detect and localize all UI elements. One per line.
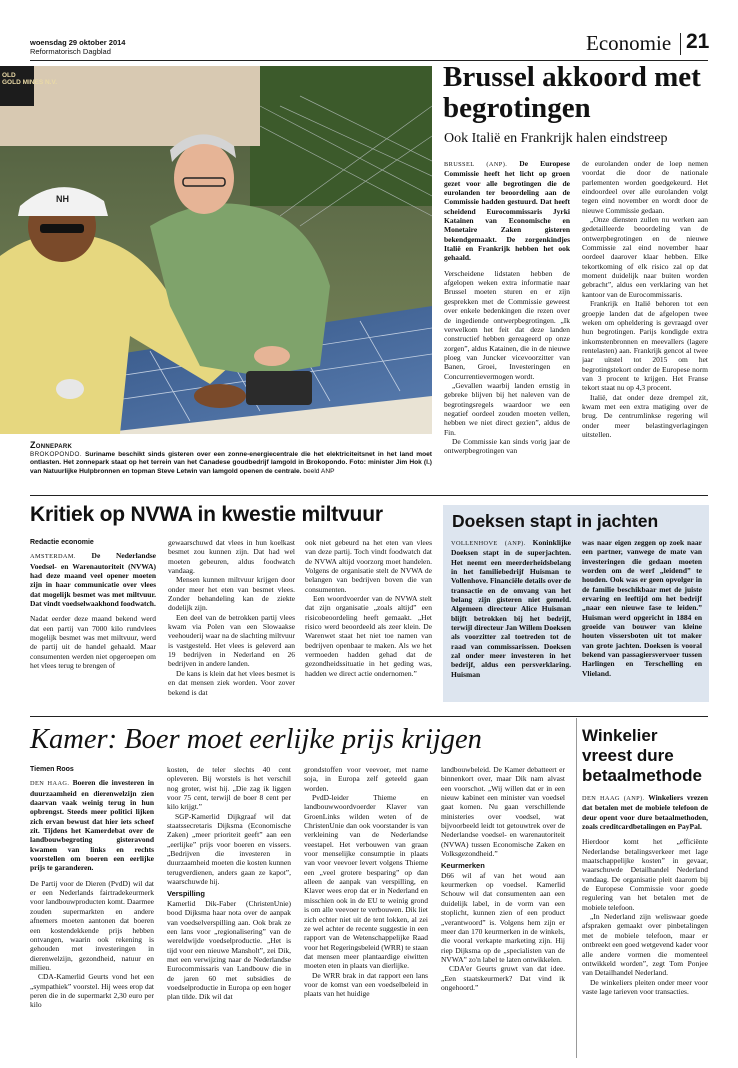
photo-caption [30,440,432,476]
paragraph: Mensen kunnen miltvuur krijgen door onder meer het eten van besmet vlees. Zonder behandeling kan de ziekte dodelijk zijn. [168,575,295,613]
paragraph: Hierdoor komt het „efficiënte Nederlandse betalingsverkeer met lage maatschappelijke kosten” in gevaar, waarschuwde Detailhandel Nederland vandaag. De organisatie pleit daarom bij de Europese Commissie voor goede regulering van het betalen met de mobiele telefoon. [582,837,708,912]
header-paper: Reformatorisch Dagblad [30,47,111,56]
paragraph: ook niet gebeurd na het eten van vlees van deze partij. Toch vindt foodwatch dat de NVWA altijd voorzorg moet handelen. Volgens de organisatie stelt de NVWA de belangen van bedrijven boven die van consumenten. [305,538,432,594]
page-header-left [30,38,125,56]
winkelier-headline: Winkelier vreest dure betaalmethode [582,726,702,785]
paragraph: VOLLENHOVE (ANP). Koninklijke Doeksen stapt in de superjachten. Het neemt een meerderheidsbelang in het familiebedrijf Huisman te Vollenhove. Financiële details over de transactie en de omvang van het belang zijn gisteren niet gemeld. Algemeen directeur Alice Huisman blijft betrokken bij het bedrijf, terwijl directeur Jan Willem Doeksen als voorzitter zal toetreden tot de raad van commissarissen. Doeksen zal onder meer investeren in het bedrijf, aldus een persverklaring. Huisman [451,538,571,679]
sign-text: OLD GOLD MINES N.V. [2,72,58,86]
cap-logo: NH [56,194,69,204]
caption-body: Suriname beschikt sinds gisteren over een zonne-energiecentrale die het elektriciteitsnet in het land moet ontlasten. Het zonnepark staat op het terrein van het Canadese goudbedrijf Iamgold in Brokopondo. Foto: minister Jim Hok (l.) van Natuurlijke Hulpbronnen en topman Steve Letwin van Iamgold openen de centrale. [30,451,432,475]
paragraph: Een deel van de betrokken partij vlees kwam via Polen van een Slowaakse veehouderij waar na de slachting miltvuur is vastgesteld. Het vlees is geleverd aan 19 bedrijven in Nederland en 26 bedrijven in andere landen. [168,612,295,669]
doeksen-headline: Doeksen stapt in jachten [452,511,659,531]
paragraph: CDA'er Geurts gruwt van dat idee. „Een staatskeurmerk? Dat vind ik ongehoord.” [441,964,565,992]
page-number: 21 [686,30,710,53]
caption-text [30,451,432,476]
section-title: Economie [586,31,672,55]
nvwa-col-1 [30,538,156,708]
kamer-subhead-verspilling: Verspilling [167,889,205,899]
paragraph: grondstoffen voor veevoer, met name soja, in Europa zelf geteeld gaan worden. [304,765,428,793]
sunglasses [40,224,84,233]
paragraph: Verscheidene lidstaten hebben de afgelopen weken extra informatie naar Brussel moeten sturen en er zijn gesprekken met de Commissie geweest over enkele bedenkingen die rezen over de ingediende ontwerpbegrotingen. „Ik verwelkom het feit dat deze landen constructief hebben gereageerd op onze zorgen”, aldus Katainen, die in de nieuwe ploeg van Juncker vicevoorzitter van Banen, Groei, Investeringen en Concurrentievermogen wordt. [444,268,570,381]
microphone [56,379,84,399]
brussel-lead: BRUSSEL (ANP). De Europese Commissie heeft het licht op groen gezet voor alle begrotingen die de eurolanden ter beoordeling aan de Commissie hadden gestuurd. Dat heeft scheidend Eurocommissaris Jyrki Katainen van Economische en Monetaire Zaken gisteren bekendgemaakt. De zorgenkindjes Italië en Frankrijk hebben het ook gehaald. [444,159,570,263]
paragraph: D66 wil af van het woud aan keurmerken op voedsel. Kamerlid Schouw wil dat consumenten aan een duidelijk label, in de vorm van een stoplicht, kunnen zien of een product „verantwoord” is. Volgens hem zijn er meer dan 170 keurmerken in de winkels, die vooral verkapte marketing zijn. Hij riep Dijksma op de „specialisten van de NVWA” zo'n label te laten ontwikkelen. [441,870,565,964]
brussel-dateline: BRUSSEL (ANP). [444,161,508,168]
paragraph: De kans is klein dat het vlees besmet is en dat mensen ziek worden. Voor zover bekend is dat [168,668,295,697]
paragraph: „In Nederland zijn weliswaar goede afspraken gemaakt over pinbetalingen met de mobiele telefoon, maar er ontbreekt een goed wetgevend kader voor alle andere vormen die momenteel ontwikkeld worden”, zegt Tom Ponjee van Detailhandel Nederland. [582,912,708,978]
paragraph: Kamerlid Dik-Faber (ChristenUnie) bood Dijksma haar nota over de aanpak van voedselverspilling aan. Ook brak ze een lans voor „regionalisering” van de wereldwijde voedselproductie. „Het is tijd voor een nieuwe Mansholt”, zei Dik, met een verwijzing naar de Nederlandse Eurocommissaris van Landbouw die in de jaren 60 met subsidies de voedselproductie in Europa op een hoger plan tilde. Dik wil dat [167,898,291,1002]
nvwa-byline: Redactie economie [30,539,94,546]
nvwa-headline: Kritiek op NVWA in kwestie miltvuur [30,503,383,526]
kamer-headline: Kamer: Boer moet eerlijke prijs krijgen [30,724,482,755]
paragraph: SGP-Kamerlid Dijkgraaf wil dat staatssecretaris Dijksma (Economische Zaken) „meer prioriteit geeft” aan een „eerlijke” prijs voor boeren en vissers. „Bedrijven die investeren in duurzaamheid moeten die kosten kunnen terugverdienen, anders gaan ze kapot”, waarschuwde hij. [167,811,291,887]
doeksen-col-1 [451,538,571,698]
winkelier-lead: DEN HAAG (ANP). Winkeliers vrezen dat betalen met de mobiele telefoon de deur opent voor dure betaalmethoden, zoals creditcardbetalingen en PayPal. [582,793,708,832]
paragraph: landbouwbeleid. De Kamer debatteert er binnenkort over, maar Dik nam alvast een voorschot. „Wij willen dat er in een nieuw kabinet een minister van voedsel gaat komen. Nu gaan verschillende ministeries over voedsel, wat bijvoorbeeld leidt tot getouwtrek over de Nederlandse voedsel- en warenautoriteit (NVWA) tussen Economische Zaken en Volksgezondheid.” [441,765,565,859]
paragraph: De Partij voor de Dieren (PvdD) wil dat er een Nederlands fairtradekeurmerk voor landbouwproducten komt. Daarmee zouden supermarkten en andere afnemers moeten aantonen dat boeren een kostendekkende prijs hebben ontvangen, waarin ook rekening is gehouden met investeringen in dierenwelzijn, gezondheid, natuur en milieu. [30,878,154,972]
winkelier-col [582,793,708,1058]
section-rule-1 [30,495,708,496]
caption-title: Zonnepark [30,440,73,450]
paragraph: de eurolanden onder de loep nemen voordat die door de nationale parlementen worden goedgekeurd. Het eindoordeel over alle eurolanden volgt tegen eind november en wordt door de nieuwe Commissie gedaan. [582,159,708,215]
kamer-col-3 [304,765,428,1050]
paragraph: kosten, de teler slechts 40 cent opleveren. Bij worstels is het verschil nog groter, wist hij. „Die zag ik liggen voor 75 cent, terwijl de boer 8 cent per kilo krijgt.” [167,765,291,812]
paragraph: Een woordvoerder van de NVWA stelt dat zijn organisatie „zoals altijd” een risicobeoordeling heeft gemaakt. „Het risico werd beoordeeld als zeer klein. De Warenwet staat het niet toe namen van bedrijven openbaar te maken. Als we het vermoeden hadden gehad dat de gezondheidssituatie in het geding was, hadden we direct actie ondernomen.” [305,594,432,678]
nvwa-dateline: AMSTERDAM. [30,553,76,561]
nvwa-lead: AMSTERDAM. De Nederlandse Voedsel- en Warenautoriteit (NVWA) had deze maand veel opener moeten zijn in haar communicatie over vlees dat mogelijk besmet was met miltvuur. Dat vindt voedselwaakhond foodwatch. [30,551,156,609]
paragraph: De winkeliers pleiten onder meer voor vaste lage tarieven voor transacties. [582,977,708,996]
header-date: woensdag 29 oktober 2014 [30,38,126,47]
brussel-col-2 [582,159,708,485]
kamer-col-4 [441,765,565,1050]
column-divider [576,718,577,1058]
nvwa-col-2 [168,538,295,708]
brussel-col-1 [444,159,570,485]
paragraph: CDA-Kamerlid Geurts vond het een „sympathiek” voorstel. Hij wees erop dat peren die in de supermarkt 2,30 euro per kilo [30,972,154,1010]
switch-device [246,371,312,405]
paragraph: „Gevallen waarbij landen ernstig in gebreke blijven bij het naleven van de begrotingsregels waardoor we een negatief oordeel zouden moeten vellen, hebben we niet direct gezien”, aldus de Fin. [444,380,570,437]
paragraph: De Commissie kan sinds vorig jaar de ontwerpbegrotingen van [444,436,570,456]
kamer-subhead-keurmerken: Keurmerken [441,861,485,871]
doeksen-col-2 [582,538,702,698]
paragraph: gewaarschuwd dat vlees in hun koelkast besmet zou kunnen zijn. Dat had wel moeten gebeuren, aldus foodwatch vandaag. [168,538,295,576]
paragraph: „Onze diensten zullen nu werken aan gedetailleerde beoordeling van de ontwerpbegrotingen en de nieuwe Commissie zal eind november haar oordeel daarover klaar hebben. Elke tekortkoming of elk risico zal op dat moment duidelijk naar buiten worden gebracht”, aldus een verklaring van het kantoor van de Eurocommissaris. [582,215,708,299]
paragraph: De WRR brak in dat rapport een lans voor de komst van een voedselbeleid in plaats van het huidige [304,970,428,999]
winkelier-dateline: DEN HAAG (ANP). [582,795,645,802]
kamer-col-2 [167,765,291,1050]
paragraph: was naar eigen zeggen op zoek naar een partner, vanwege de mate van investeringen die gedaan moeten worden om de werf „leidend” te houden. Ook was er geen opvolger in de familie beschikbaar met de juiste ervaring en leeftijd om het bedrijf „naar een nieuwe fase te leiden.” Huisman werd opgericht in 1884 en groeide van bouwer van kleine houten vissersboten uit tot maker van grote jachten. Doeksen is vooral bekend van passagiersvervoer tussen Harlingen en Terschelling en Vlieland. [582,538,702,678]
paragraph: Italië, dat onder deze drempel zit, kwam met een extra matiging over de brug. De centrumlinkse regering wil onder meer belastingverlagingen uitstellen. [582,392,708,439]
caption-dateline: BROKOPONDO. [30,451,82,458]
photo [0,66,432,434]
kamer-col-1 [30,765,154,1050]
kamer-dateline: DEN HAAG. [30,780,70,788]
photo-credit: beeld ANP [301,467,335,475]
doeksen-dateline: VOLLENHOVE (ANP). [451,540,526,547]
brussel-subhead: Ook Italië en Frankrijk halen eindstreep [444,131,668,146]
paragraph: Nadat eerder deze maand bekend werd dat een partij van 7000 kilo rundvlees mogelijk besmet was met miltvuur, werd de partij uit de handel gehaald. Maar consumenten werden niet opgeroepen om het vlees terug te brengen of [30,614,156,671]
photo-illustration [0,66,432,434]
paragraph: PvdD-leider Thieme en landbouwwoordvoerder Klaver van GroenLinks wilden weten of de ChristenUnie dan ook voorstander is van verkleining van de Nederlandse veestapel. Het verbouwen van graan voor menselijke consumptie in plaats van voor veevoer levert volgens Thieme een „veel grotere besparing” op dan alleen de aanpak van verspilling, en Klaver wees erop dat er in Nederland en misschien ook in de EU te weinig grond is om alle veevoer te verbouwen. Dik liet zich echter niet uit de tent lokken, al zei ze wel achter de recente suggestie in een rapport van de Wetenschappelijke Raad voor het Regeringsbeleid (WRR) te staan dat mensen meer plantaardige eiwitten moeten eten in plaats van dierlijke. [304,793,428,971]
paragraph: Frankrijk en Italië behoren tot een groepje landen dat de afgelopen twee weken om opheldering is gevraagd over hun begrotingen. Parijs kondigde extra inkomstenbronnen en meevallers (lagere rentelasten) aan. Frankrijk gencot al twee jaar uitstel tot 2015 om het begrotingstekort onder de Europese norm van 3 procent te krijgen. Het Franse tekort staat nu op 4,3 procent. [582,299,708,393]
brussel-headline: Brussel akkoord met begrotingen [443,61,701,124]
trees [250,66,432,206]
nvwa-col-3 [305,538,432,708]
kamer-byline: Tiemen Roos [30,766,74,773]
section-rule-2 [30,716,708,717]
header-divider [680,33,681,55]
kamer-lead: DEN HAAG. Boeren die investeren in duurzaamheid en dierenwelzijn zien daarvan vaak weinig terug in hun opbrengst. Steeds meer politici lijken zich ervan bewust dat hier iets scheef zit. Tijdens het Kamerdebat over de landbouwbegroting gisteravond kwamen van links en rechts voorstellen om boeren een eerlijke prijs te garanderen. [30,778,154,873]
